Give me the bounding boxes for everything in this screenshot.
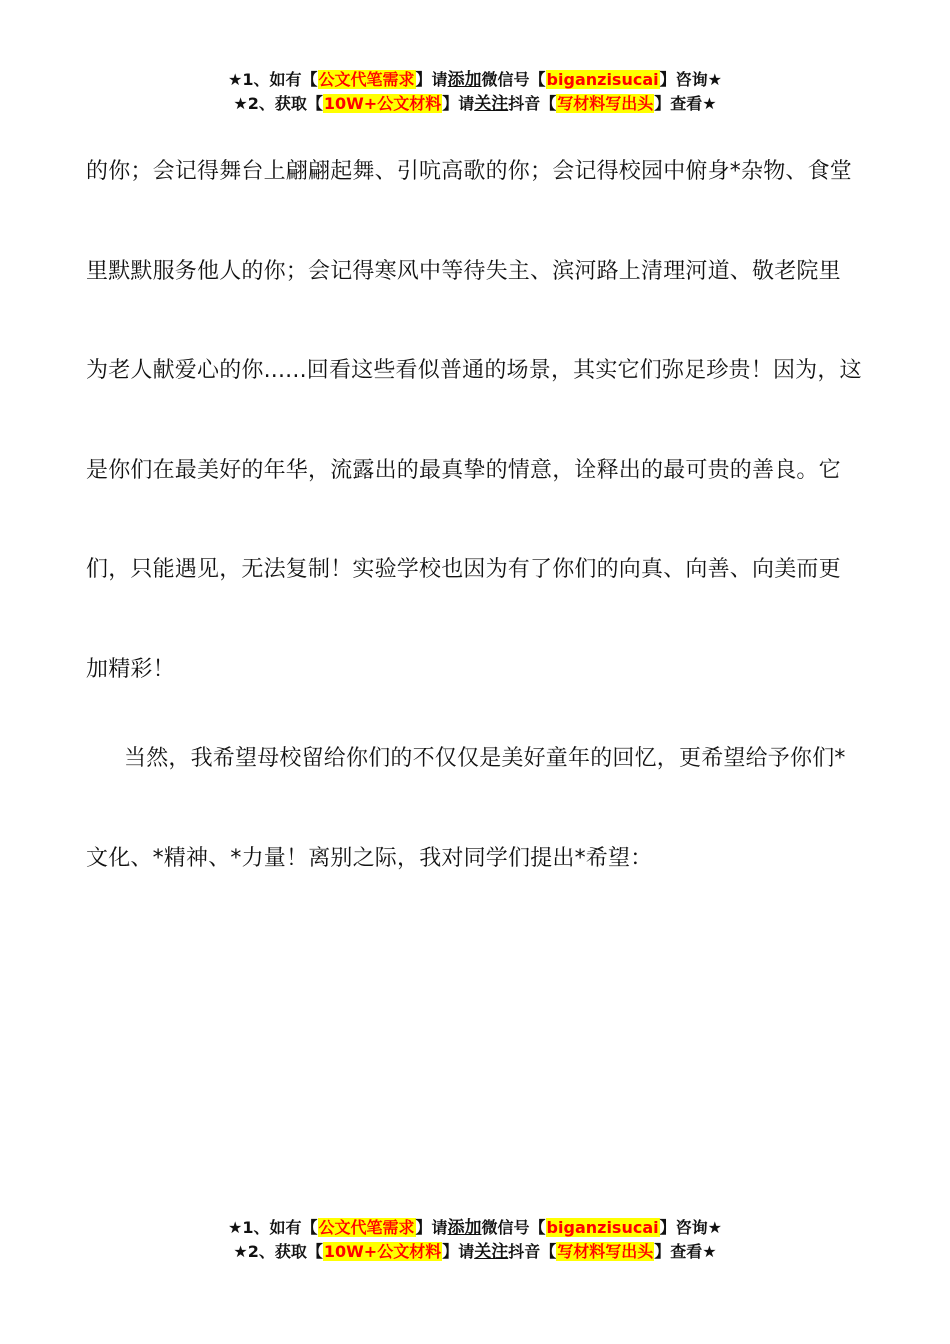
header-banner [0,68,950,116]
banner-text: ★1、如有【 [228,1218,318,1237]
banner-highlight-materials: 10W+公文材料 [323,1242,442,1261]
banner-highlight-materials: 10W+公文材料 [323,94,442,113]
banner-text: 抖音【 [508,94,557,113]
paragraph-1 [86,122,876,719]
banner-text: 】查看★ [654,1242,717,1261]
banner-text: ★2、获取【 [233,94,323,113]
banner-underline-follow: 关注 [474,94,509,114]
banner-text: 】请 [415,1218,448,1237]
banner-highlight-douyin-account: 写材料写出头 [557,1242,654,1261]
banner-text: 】请 [442,94,475,113]
banner-text: 微信号【 [481,1218,546,1237]
paragraph-line: 们，只能遇见，无法复制！实验学校也因为有了你们的向真、向善、向美而更 [86,557,841,582]
footer-banner [0,1216,950,1264]
banner-highlight-service: 公文代笔需求 [318,1218,415,1237]
paragraph-line: 里默默服务他人的你；会记得寒风中等待失主、滨河路上清理河道、敬老院里 [86,258,841,284]
paragraph-line: 的你；会记得舞台上翩翩起舞、引吭高歌的你；会记得校园中俯身*杂物、食堂 [86,159,853,184]
banner-text: ★2、获取【 [233,1242,323,1261]
paragraph-2 [86,709,876,908]
footer-banner-line-1 [0,1216,950,1240]
banner-text: 】请 [442,1242,475,1261]
banner-text: 】咨询★ [659,1218,722,1237]
document-body [86,122,876,908]
banner-text: ★1、如有【 [228,70,318,89]
banner-highlight-wechat-id: biganzisucai [546,1218,659,1237]
banner-text: 】咨询★ [659,70,722,89]
header-banner-line-2 [0,92,950,116]
header-banner-line-1 [0,68,950,92]
banner-text: 微信号【 [481,70,546,89]
banner-highlight-wechat-id: biganzisucai [546,70,659,89]
paragraph-line: 是你们在最美好的年华，流露出的最真挚的情意，诠释出的最可贵的善良。它 [86,457,841,483]
paragraph-line: 为老人献爱心的你......回看这些看似普通的场景，其实它们弥足珍贵！因为，这 [86,358,862,383]
banner-highlight-douyin-account: 写材料写出头 [557,94,654,113]
banner-underline-add: 添加 [447,70,482,90]
banner-underline-follow: 关注 [474,1242,509,1262]
paragraph-line: 加精彩！ [86,656,175,682]
footer-banner-line-2 [0,1240,950,1264]
banner-text: 】请 [415,70,448,89]
banner-highlight-service: 公文代笔需求 [318,70,415,89]
banner-underline-add: 添加 [447,1218,482,1238]
banner-text: 】查看★ [654,94,717,113]
paragraph-line: 文化、*精神、*力量！离别之际，我对同学们提出*希望： [86,845,653,871]
banner-text: 抖音【 [508,1242,557,1261]
paragraph-line: 当然，我希望母校留给你们的不仅仅是美好童年的回忆，更希望给予你们* [124,746,846,771]
